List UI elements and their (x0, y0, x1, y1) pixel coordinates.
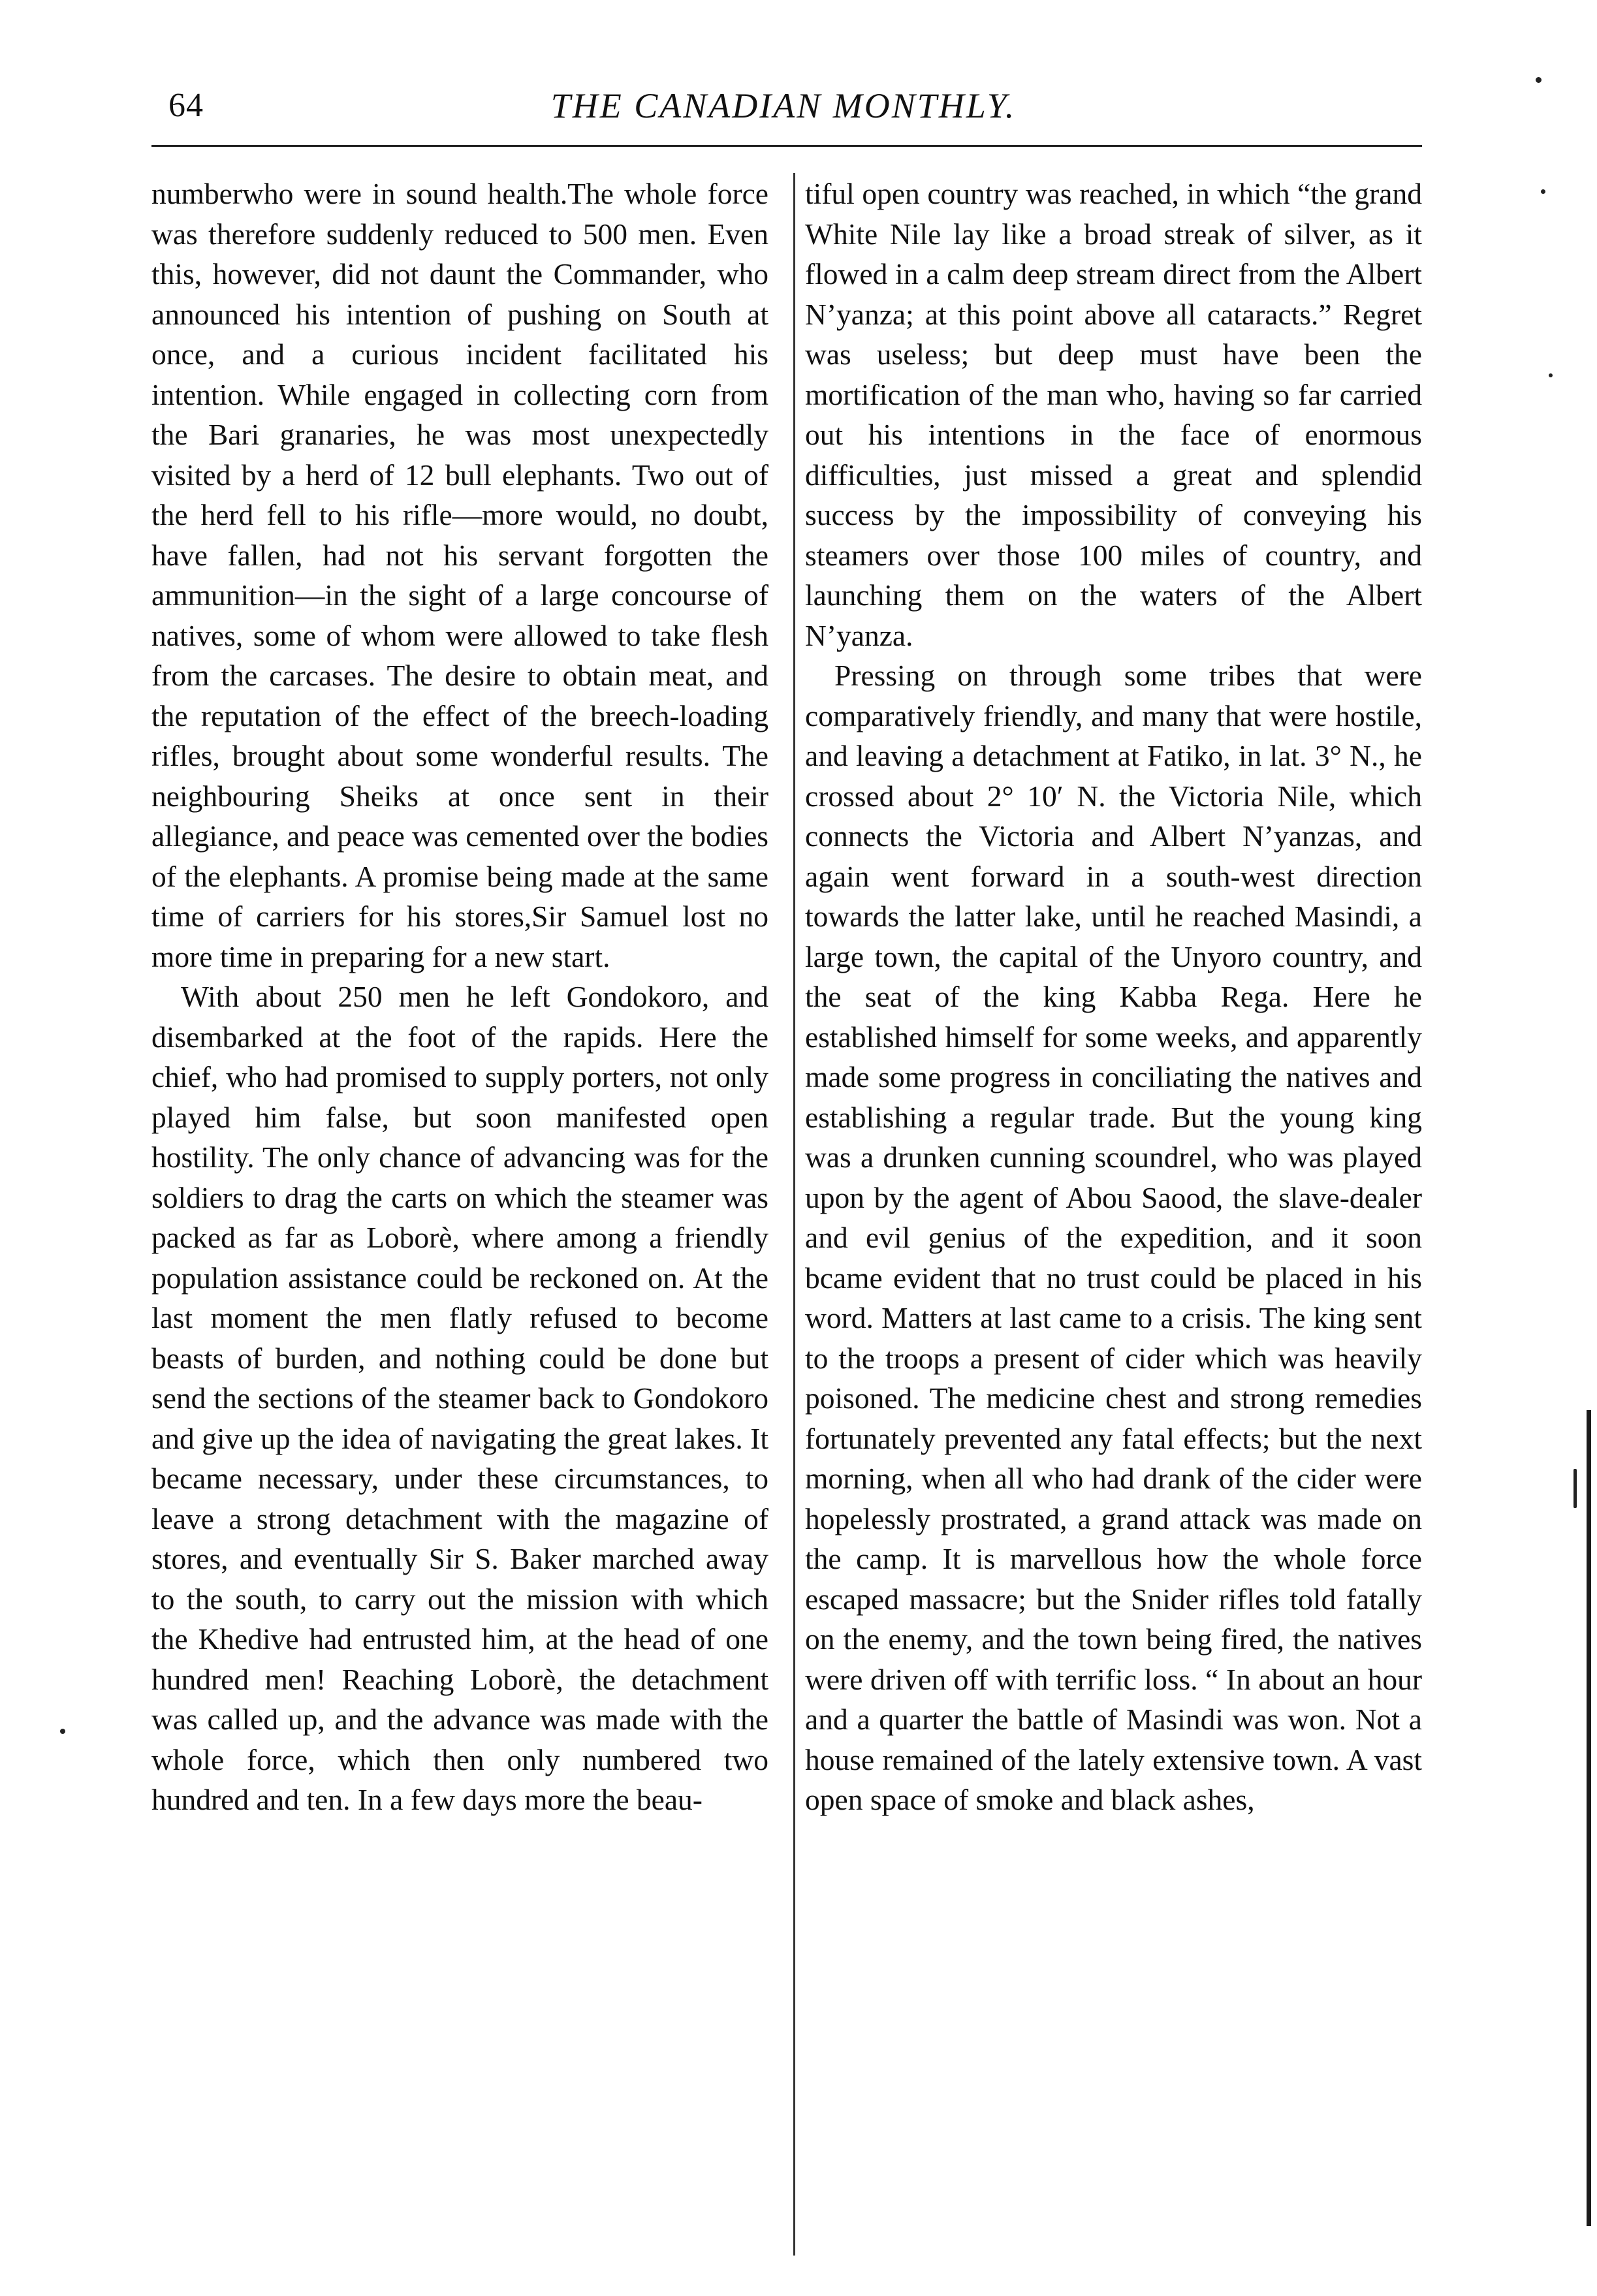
header-rule (151, 145, 1422, 147)
right-paragraph-2: Pressing on through some tribes that were comparatively friendly, and many that were hostile, and leaving a detachment at Fatiko, in lat. 3° N., he crossed about 2° 10′ N. the Victoria Nile, which connects the Victoria and Albert N’yanzas, and again went forward in a south-west direction towards the latter lake, until he reached Masindi, a large town, the capital of the Unyoro country, and the seat of the king Kabba Rega. Here he established himself for some weeks, and apparently made some progress in conciliating the natives and establishing a regular trade. But the young king was a drunken cunning scoundrel, who was played upon by the agent of Abou Saood, the slave-dealer and evil genius of the expedition, and it soon bcame evident that no trust could be placed in his word. Matters at last came to a crisis. The king sent to the troops a present of cider which was heavily poisoned. The medicine chest and strong remedies fortunately prevented any fatal effects; but the next morning, when all who had drank of the cider were hopelessly prostrated, a grand attack was made on the camp. It is marvellous how the whole force escaped massacre; but the Snider rifles told fatally on the enemy, and the town being fired, the natives were driven off with terrific loss. “ In about an hour and a quarter the battle of Masindi was won. Not a house remained of the lately extensive town. A vast open space of smoke and black ashes, (805, 659, 1422, 1816)
column-divider (793, 173, 795, 2256)
scan-speck (1573, 1469, 1577, 1508)
left-column (151, 174, 768, 1820)
left-paragraph-1: numberwho were in sound health.The whole force was therefore suddenly reduced to 500 men. Even this, however, did not daunt the Commander, who announced his intention of pushing on South at once, and a curious incident facilitated his intention. While engaged in collecting corn from the Bari granaries, he was most unexpectedly visited by a herd of 12 bull elephants. Two out of the herd fell to his rifle—more would, no doubt, have fallen, had not his servant forgotten the ammunition—in the sight of a large concourse of natives, some of whom were allowed to take flesh from the carcases. The desire to obtain meat, and the reputation of the effect of the breech-loading rifles, brought about some wonderful results. The neighbouring Sheiks at once sent in their allegiance, and peace was cemented over the bodies of the elephants. A promise being made at the same time of carriers for his stores,Sir Samuel lost no more time in preparing for a new start. (151, 177, 768, 973)
scan-speck (1549, 373, 1553, 377)
scan-edge-shadow (1587, 1410, 1591, 2226)
scan-speck (60, 1729, 65, 1734)
right-column (805, 174, 1422, 1820)
page-number: 64 (168, 87, 204, 124)
running-title: THE CANADIAN MONTHLY. (550, 86, 1017, 125)
left-paragraph-2: With about 250 men he left Gondokoro, and disembarked at the foot of the rapids. Here the chief, who had promised to supply porters, not only played him false, but soon manifested open hostility. The only chance of advancing was for the soldiers to drag the carts on which the steamer was packed as far as Loborè, where among a friendly population assistance could be reckoned on. At the last moment the men flatly refused to become beasts of burden, and nothing could be done but send the sections of the steamer back to Gondokoro and give up the idea of navigating the great lakes. It became necessary, under these circumstances, to leave a strong detachment with the magazine of stores, and eventually Sir S. Baker marched away to the south, to carry out the mission with which the Khedive had entrusted him, at the head of one hundred men! Reaching Loborè, the detachment was called up, and the advance was made with the whole force, which then only numbered two hundred and ten. In a few days more the beau- (151, 980, 768, 1816)
scan-speck (1541, 189, 1545, 194)
right-paragraph-1: tiful open country was reached, in which “the grand White Nile lay like a broad streak of silver, as it flowed in a calm deep stream direct from the Albert N’yanza; at this point above all cataracts.” Regret was useless; but deep must have been the mortification of the man who, having so far carried out his intentions in the face of enormous difficulties, just missed a great and splendid success by the impossibility of conveying his steamers over those 100 miles of country, and launching them on the waters of the Albert N’yanza. (805, 177, 1422, 652)
scan-speck (1536, 77, 1542, 83)
